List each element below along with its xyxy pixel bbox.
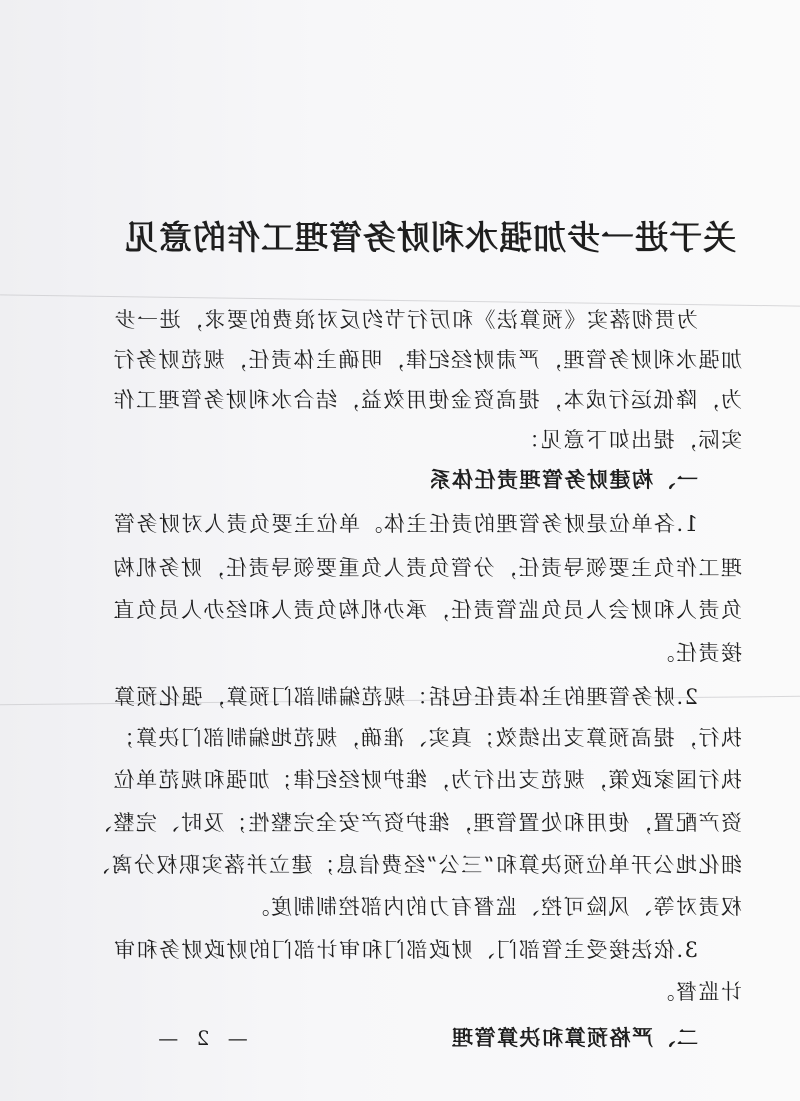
body-line: 资产配置，使用和处置管理，维护资产安全完整性；及时、完整、 [89, 811, 742, 835]
body-line: 为，降低运行成本，提高资金使用效益，结合水利财务管理工作 [112, 388, 742, 412]
body-line: 2.财务管理的主体责任包括：规范编制部门预算，强化预算 [112, 685, 698, 709]
body-line: 1.各单位是财务管理的责任主体。单位主要负责人对财务管 [112, 512, 698, 536]
body-line: 接责任。 [652, 641, 742, 665]
body-line: 负责人和财会人员负监管责任，承办机构负责人和经办人员负直 [112, 598, 742, 622]
page-number: — 2 — [152, 1026, 248, 1050]
document-title: 关于进一步加强水利财务管理工作的意见 [124, 218, 736, 257]
body-line: 执行，提高预算支出绩效；真实、准确，规范地编制部门决算； [112, 726, 742, 750]
section-heading: 二、严格预算和决算管理 [450, 1025, 698, 1050]
section-heading: 一、构建财务管理责任体系 [428, 467, 698, 492]
body-line: 执行国家政策，规范支出行为，维护财经纪律；加强和规范单位 [112, 768, 742, 792]
body-line: 为贯彻落实《预算法》和厉行节约反对浪费的要求，进一步 [113, 308, 698, 332]
body-line: 加强水利财务管理，严肃财经纪律，明确主体责任，规范财务行 [112, 348, 742, 372]
body-line: 3.依法接受主管部门、财政部门和审计部门的财政财务和审 [112, 938, 698, 962]
body-line: 权责对等、风险可控、监督有力的内部控制制度。 [247, 895, 742, 919]
body-line: 计监督。 [652, 980, 742, 1004]
body-line: 实际，提出如下意见： [517, 428, 742, 452]
body-line: 理工作负主要领导责任，分管负责人负重要领导责任，财务机构 [112, 556, 742, 580]
body-line: 细化地公开单位预决算和“三公”经费信息；建立并落实职权分离、 [87, 853, 742, 877]
